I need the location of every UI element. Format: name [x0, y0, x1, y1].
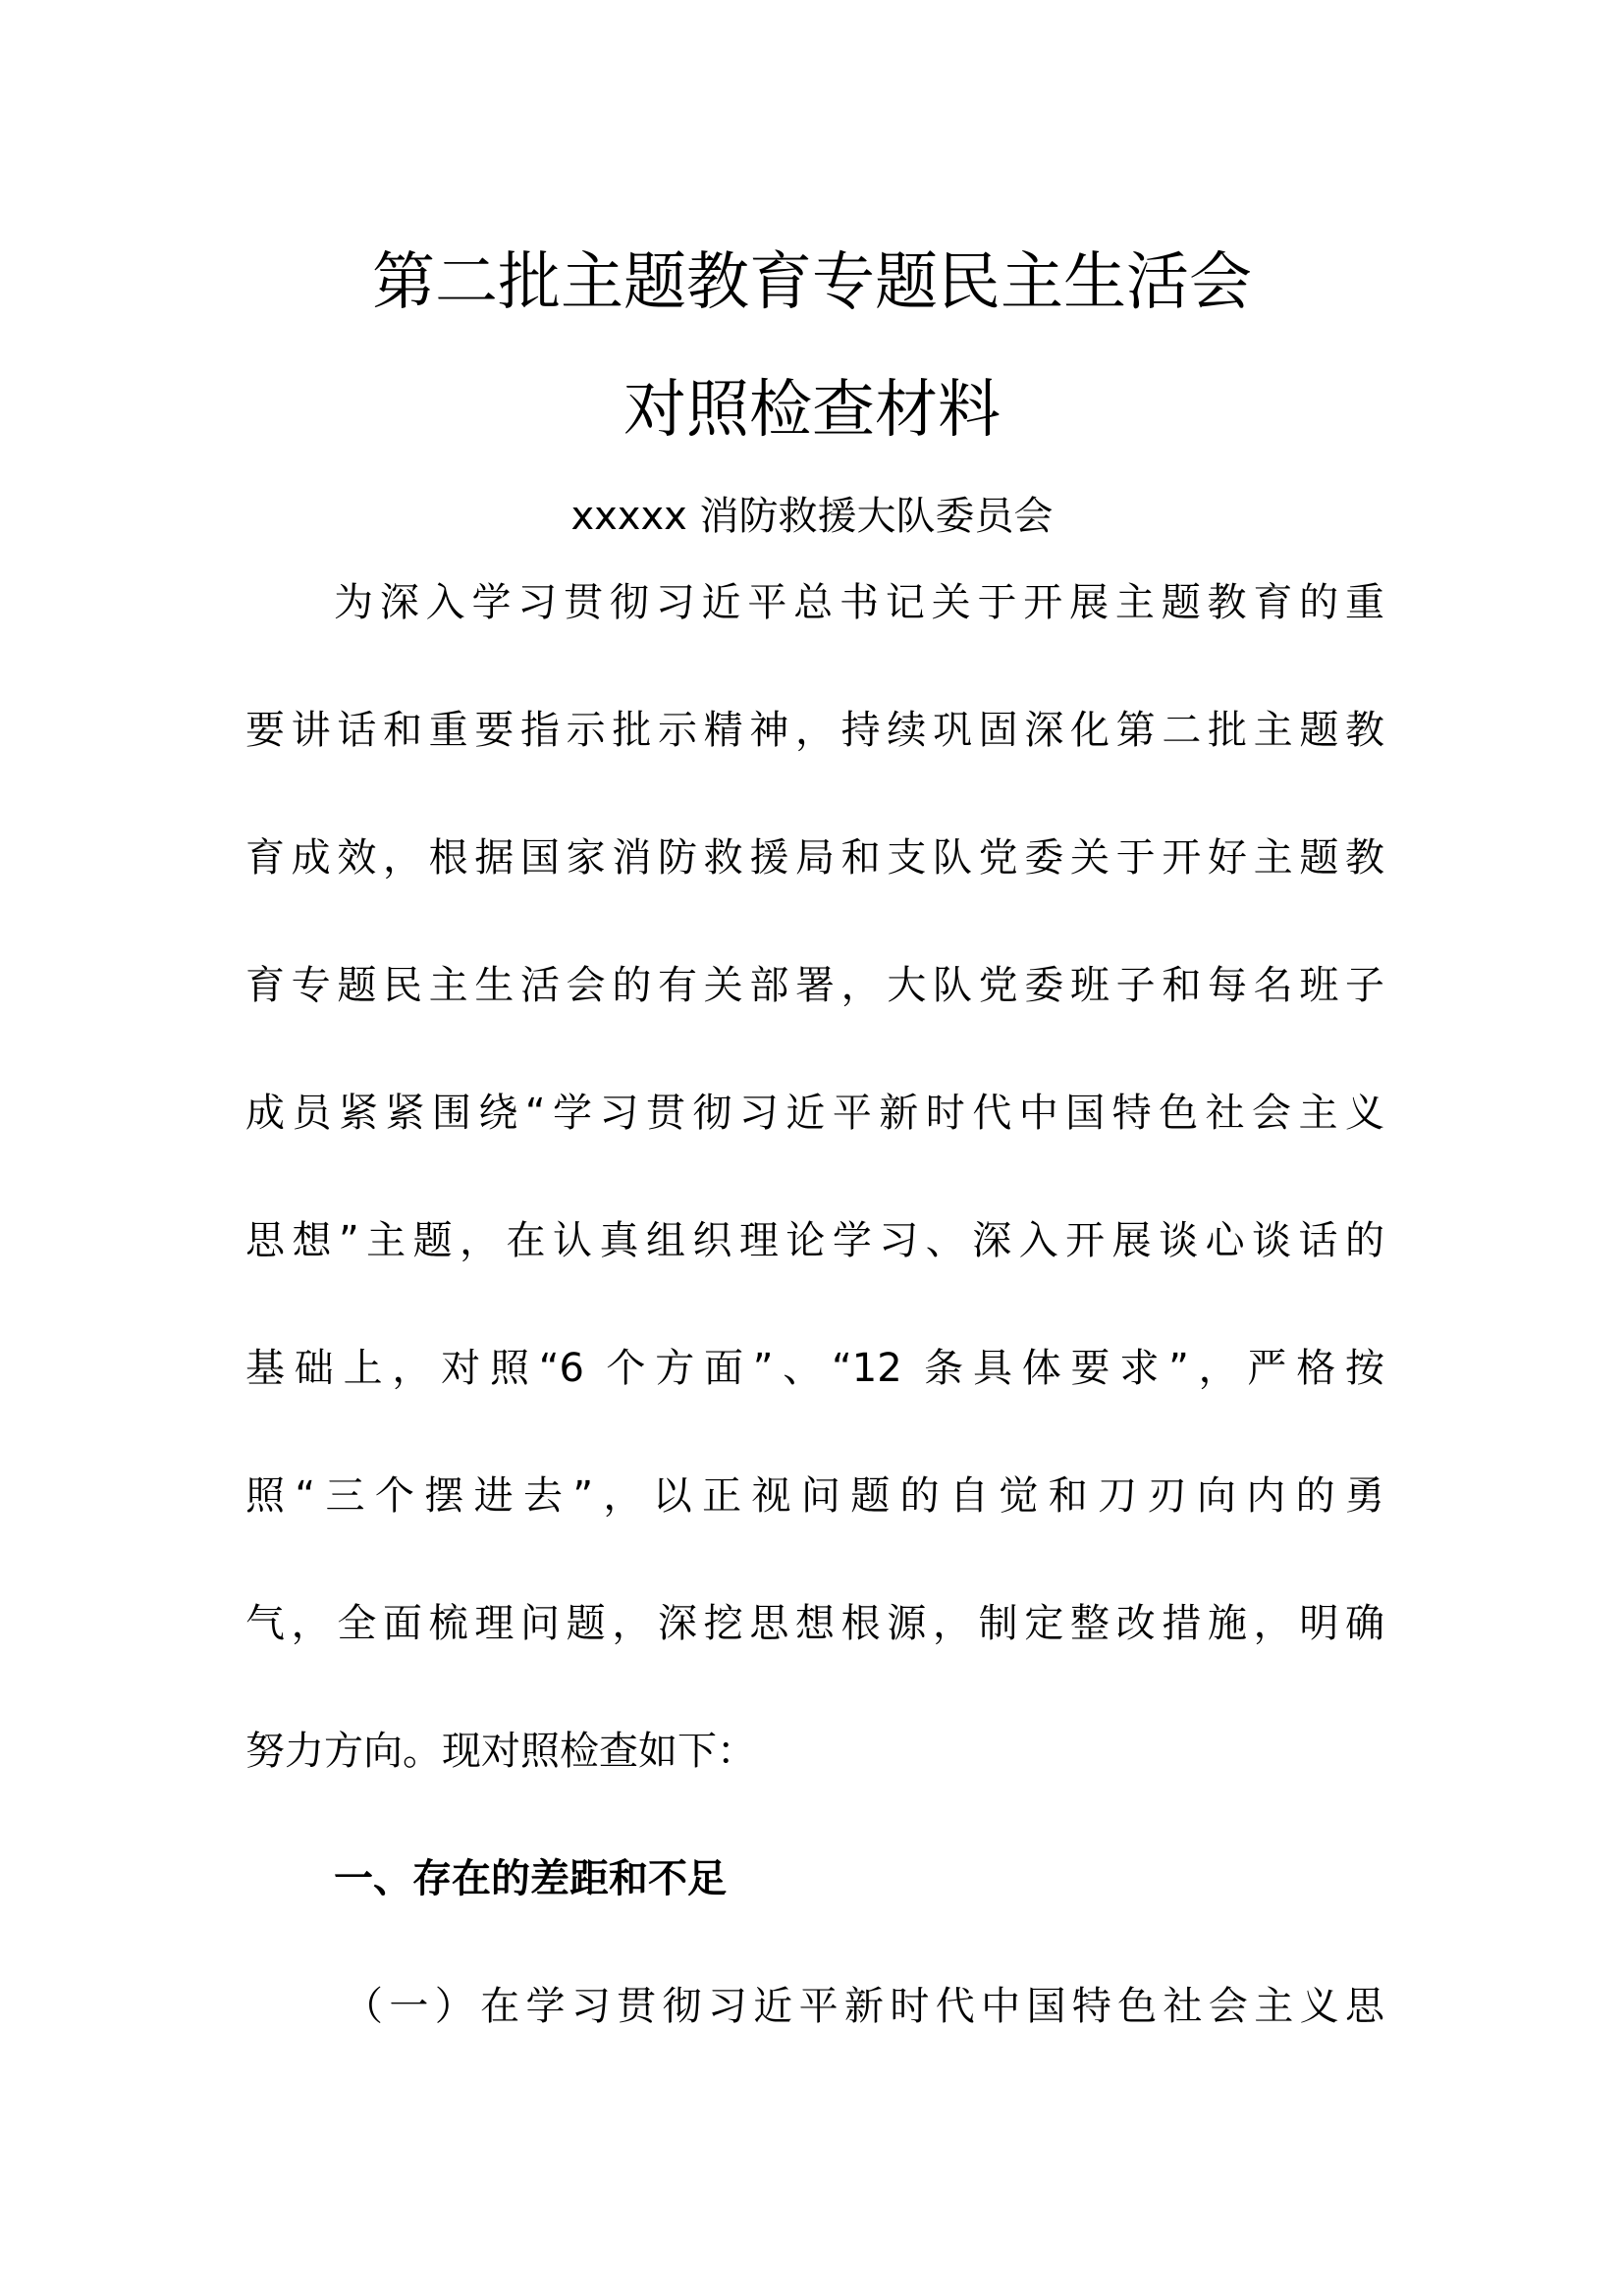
- document-title-line-1: 第二批主题教育专题民主生活会: [372, 246, 1252, 319]
- paragraph-line: 成员紧紧围绕“学习贯彻习近平新时代中国特色社会主义: [245, 1091, 1384, 1136]
- paragraph-line: 气，全面梳理问题，深挖思想根源，制定整改措施，明确: [245, 1601, 1384, 1646]
- paragraph-line: 为深入学习贯彻习近平总书记关于开展主题教育的重: [334, 580, 1384, 625]
- paragraph-line: 思想”主题，在认真组织理论学习、深入开展谈心谈话的: [245, 1218, 1384, 1263]
- paragraph-line: 基础上，对照“6 个方面”、“12 条具体要求”，严格按: [245, 1346, 1384, 1391]
- paragraph-line: 育专题民主生活会的有关部署，大队党委班子和每名班子: [245, 963, 1384, 1008]
- paragraph-line: 努力方向。现对照检查如下：: [245, 1729, 756, 1774]
- document-title-line-2: 对照检查材料: [623, 374, 1001, 447]
- paragraph-line: 要讲话和重要指示批示精神，持续巩固深化第二批主题教: [245, 708, 1384, 753]
- section-heading: 一、存在的差距和不足: [334, 1856, 727, 1901]
- paragraph-line: 照“三个摆进去”，以正视问题的自觉和刀刃向内的勇: [245, 1473, 1384, 1519]
- paragraph-line: 育成效，根据国家消防救援局和支队党委关于开好主题教: [245, 835, 1384, 881]
- subsection-line: （一）在学习贯彻习近平新时代中国特色社会主义思: [344, 1984, 1384, 2029]
- document-author: xxxxx 消防救援大队委员会: [570, 494, 1054, 539]
